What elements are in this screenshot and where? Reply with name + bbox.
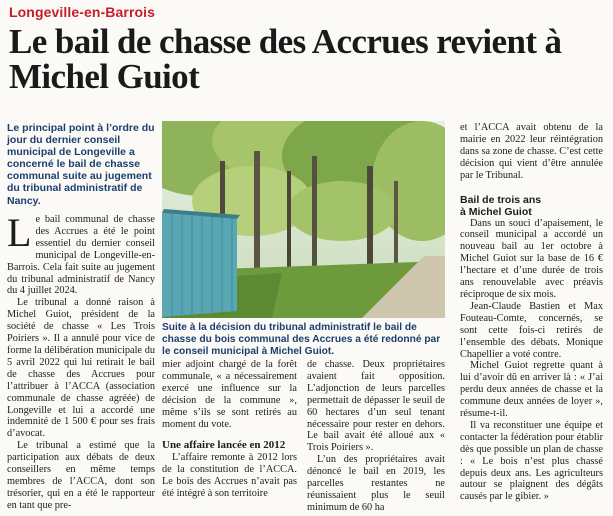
paragraph: Michel Guiot regrette quant à lui d’avoir dû en arriver là : « J’ai perdu deux années de chasse et la commune deux années de loyer », résume-t-il. xyxy=(460,360,603,420)
section-subhead xyxy=(460,194,603,218)
section-subhead: Une affaire lancée en 2012 xyxy=(162,439,286,452)
article-column-3 xyxy=(307,359,445,514)
paragraph: Dans un souci d’apaisement, le conseil municipal a accordé un nouveau bail au 1er octobre à Michel Guiot sur la base de 16 € l’hectare et d’une durée de trois ans renouvelable avec préavis réciproque de six mois. xyxy=(460,217,603,300)
paragraph: e bail communal de chasse des Accrues a été le point essentiel du dernier conseil municipal de Longeville-en-Barrois. Cela fait suite au jugement du tribunal administratif de Nancy du 4 juillet 2024. xyxy=(7,214,155,297)
paragraph: de chasse. Deux propriétaires avaient fait opposition. L’adjonction de leurs parcelles permettait de dépasser le seuil de 60 hectares d’un seul tenant nécessaire pour rester en dehors. Le bail avait été alloué aux « Trois Poiriers ». xyxy=(307,359,445,454)
paragraph: et l’ACCA avait obtenu de la mairie en 2022 leur réintégration dans sa zone de chasse. C’est cette décision qui vient d’être annulée par le Tribunal. xyxy=(460,122,603,181)
paragraph: L’un des propriétaires avait dénoncé le bail en 2019, les parcelles restantes ne réunissaient plus le seuil minimum de 60 ha xyxy=(307,454,445,513)
article-headline: Le bail de chasse des Accrues revient à Michel Guiot xyxy=(9,22,562,96)
paragraph: L’affaire remonte à 2012 lors de la constitution de l’ACCA. Le bois des Accrues n’avait pas été intégré à son territoire xyxy=(162,451,297,499)
drop-cap: L xyxy=(7,210,32,255)
article-column-4 xyxy=(460,122,603,503)
article-lead: Le principal point à l’ordre du jour du dernier conseil municipal de Longeville a concerné le bail de chasse communal suite au jugement du tribunal administratif de Nancy. xyxy=(7,122,155,207)
forest-photo-icon xyxy=(162,121,445,318)
paragraph: Le tribunal a donné raison à Michel Guiot, président de la société de chasse « Les Trois Poiriers ». Il a annulé pour vice de forme la délibération municipale du 5 avril 2022 qui lui retirait le bail de chasse des Accrues pour l’attribuer à l’ACCA (association communale de chasse agréée) de Longeville et lui a accordé une indemnité de 1 500 € pour ses frais d’avocat. xyxy=(7,297,155,440)
subhead-line: Bail de trois ans xyxy=(460,193,542,206)
paragraph: Le tribunal a estimé que la participation aux débats de deux conseillers en même temps membres de l’ACCA, dont son trésorier, qui en a été le rapporteur en tant que pre- xyxy=(7,440,155,511)
paragraph: Jean-Claude Bastien et Max Fouteau-Comte, concernés, se sont cette fois-ci retirés de l’ensemble des débats. Monique Chapellier a voté contre. xyxy=(460,300,603,360)
article-column-2 xyxy=(162,359,297,500)
article-kicker: Longeville-en-Barrois xyxy=(9,4,156,20)
forest-photo xyxy=(162,121,445,318)
article-column-1 xyxy=(7,210,155,512)
subhead-line: à Michel Guiot xyxy=(460,205,532,218)
paragraph: mier adjoint chargé de la forêt communale, « a nécessairement exercé une influence sur la décision de la commune », même s’ils se sont retirés au moment du vote. xyxy=(162,359,297,430)
photo-caption: Suite à la décision du tribunal administratif le bail de chasse du bois communal des Accrues a été redonné par le conseil municipal à Michel Guiot. xyxy=(162,322,441,357)
paragraph: Il va reconstituer une équipe et contacter la fédération pour établir dès que possible un plan de chasse : « Le bois n’est plus chassé depuis deux ans. Les agriculteurs autour se plaignent des dégâts causés par le gibier. » xyxy=(460,419,603,503)
